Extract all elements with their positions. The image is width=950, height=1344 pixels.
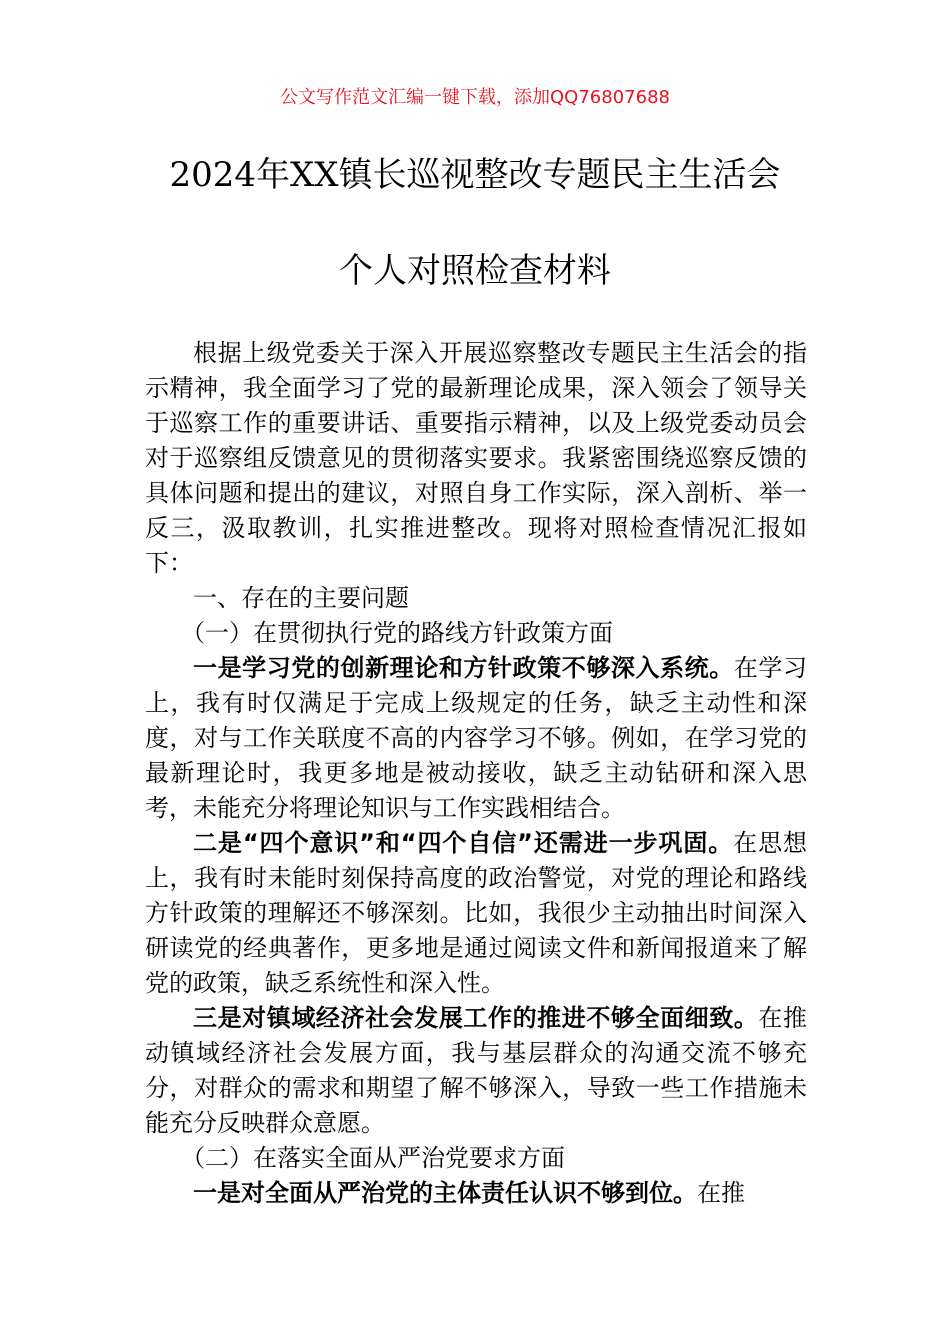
issue-text: 在推动镇域经济社会发展方面，我与基层群众的沟通交流不够充分，对群众的需求和期望了解不够深入，导致一些工作措施未能充分反映群众意愿。 — [145, 1004, 808, 1137]
document-title-line2: 个人对照检查材料 — [339, 251, 611, 291]
issue-paragraph — [145, 651, 807, 826]
section-heading: 一、存在的主要问题 — [193, 584, 409, 612]
document-body — [145, 336, 807, 1211]
issue-text: 在思想上，我有时未能时刻保持高度的政治警觉，对党的理论和路线方针政策的理解还不够深刻。比如，我很少主动抽出时间深入研读党的经典著作，更多地是通过阅读文件和新闻报道来了解党的政策，缺乏系统性和深入性。 — [145, 829, 808, 997]
issue-lead: 二是“四个意识”和“四个自信”还需进一步巩固。 — [193, 829, 734, 857]
issue-paragraph — [145, 1176, 807, 1211]
issue-lead: 一是对全面从严治党的主体责任认识不够到位。 — [193, 1179, 697, 1207]
issue-text: 在推 — [697, 1179, 745, 1207]
intro-paragraph: 根据上级党委关于深入开展巡察整改专题民主生活会的指示精神，我全面学习了党的最新理论成果，深入领会了领导关于巡察工作的重要讲话、重要指示精神，以及上级党委动员会对于巡察组反馈意见的贯彻落实要求。我紧密围绕巡察反馈的具体问题和提出的建议，对照自身工作实际，深入剖析、举一反三，汲取教训，扎实推进整改。现将对照检查情况汇报如下： — [145, 339, 807, 577]
issue-paragraph — [145, 1001, 807, 1141]
document-title-line1: 2024年XX镇长巡视整改专题民主生活会 — [169, 155, 781, 195]
issue-paragraph — [145, 826, 807, 1001]
download-watermark: 公文写作范文汇编一键下载，添加QQ76807688 — [280, 87, 670, 108]
issue-lead: 一是学习党的创新理论和方针政策不够深入系统。 — [193, 654, 734, 682]
issue-lead: 三是对镇域经济社会发展工作的推进不够全面细致。 — [193, 1004, 759, 1032]
issue-text: 在学习上，我有时仅满足于完成上级规定的任务，缺乏主动性和深度，对与工作关联度不高的内容学习不够。例如，在学习党的最新理论时，我更多地是被动接收，缺乏主动钻研和深入思考，未能充分将理论知识与工作实践相结合。 — [145, 654, 808, 822]
subsection-heading: （二）在落实全面从严治党要求方面 — [181, 1144, 565, 1172]
subsection-heading: （一）在贯彻执行党的路线方针政策方面 — [181, 619, 613, 647]
